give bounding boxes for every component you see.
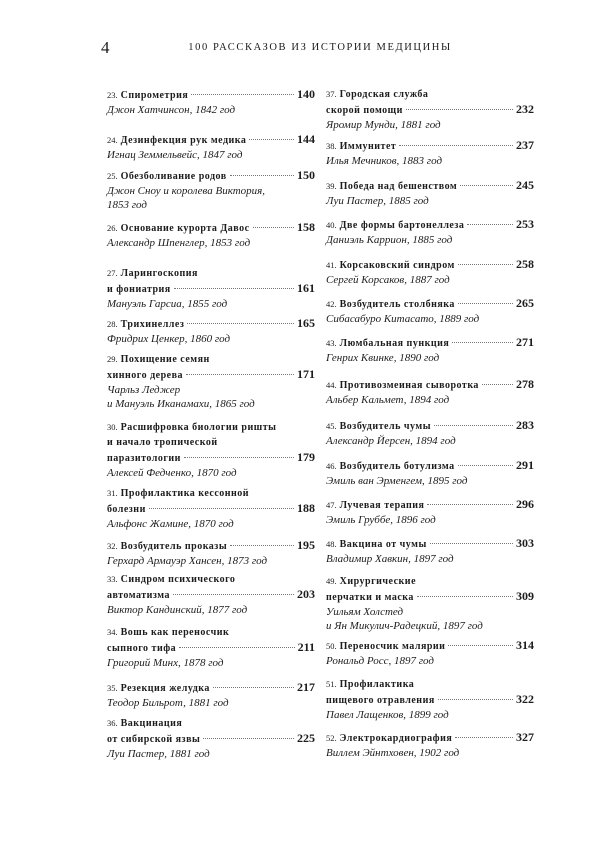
toc-entry-title <box>326 297 455 312</box>
toc-entry-author: Эмиль ван Эрменгем, 1895 год <box>326 475 468 487</box>
dot-leader <box>448 645 513 646</box>
toc-entry-author: Джон Хатчинсон, 1842 год <box>107 104 236 116</box>
toc-entry-page-number: 179 <box>297 450 315 464</box>
toc-entry-title-line <box>107 281 315 297</box>
toc-entry-title-text: Переносчик малярии <box>339 641 446 652</box>
toc-entry-title-line <box>326 536 534 552</box>
toc-entry-page-number: 283 <box>516 418 534 432</box>
toc-entry-title-text: Вакцинация <box>120 718 183 729</box>
toc-entry[interactable] <box>326 335 534 365</box>
toc-entry-title-text: Обезболивание родов <box>120 171 227 182</box>
toc-entry[interactable] <box>326 257 534 287</box>
toc-entry-title-line <box>326 730 534 746</box>
toc-entry-number: 23. <box>107 90 118 100</box>
toc-entry-title-text: Вошь как переносчик <box>120 627 230 638</box>
toc-entry-title-line <box>326 138 534 154</box>
toc-entry[interactable] <box>326 87 534 132</box>
toc-entry[interactable] <box>107 716 315 761</box>
dot-leader <box>406 109 513 110</box>
toc-entry-page-number: 203 <box>297 587 315 601</box>
toc-entry-author: Луи Пастер, 1885 год <box>326 195 429 207</box>
toc-entry-page-number: 237 <box>516 138 534 152</box>
toc-entry-title-text: Ларингоскопия <box>120 268 198 279</box>
toc-entry-page-number: 211 <box>297 640 315 654</box>
toc-entry-author: Альбер Кальмет, 1894 год <box>326 394 450 406</box>
toc-entry-title-text: от сибирской язвы <box>107 734 201 745</box>
toc-entry-title-line <box>107 367 315 383</box>
toc-entry-title-text: Возбудитель ботулизма <box>339 461 455 472</box>
toc-entry-author: Виктор Кандинский, 1877 год <box>107 604 248 616</box>
toc-entry-title-line <box>107 316 315 332</box>
toc-entry-title-line <box>326 692 534 708</box>
toc-entry-title <box>326 179 457 194</box>
toc-entry-title-text: Хирургические <box>339 576 417 587</box>
toc-entry-author: Теодор Бильрот, 1881 год <box>107 697 229 709</box>
toc-entry[interactable] <box>107 625 315 670</box>
toc-entry-author: Эмиль Груббе, 1896 год <box>326 514 436 526</box>
toc-entry[interactable] <box>326 377 534 407</box>
toc-entry-title-text: пищевого отравления <box>326 695 435 706</box>
toc-entry-author: Александр Шпенглер, 1853 год <box>107 237 251 249</box>
toc-entry[interactable] <box>107 220 315 250</box>
toc-entry-author: Генрих Квинке, 1890 год <box>326 352 440 364</box>
toc-entry-title-text: Электрокардиография <box>339 733 453 744</box>
toc-entry-title <box>326 336 449 351</box>
toc-entry-author: Чарльз Леджер <box>107 384 181 396</box>
toc-entry-number: 52. <box>326 733 337 743</box>
toc-entry-title <box>107 502 146 517</box>
toc-entry-title-line <box>326 574 534 589</box>
toc-entry-title-line <box>326 677 534 692</box>
toc-entry-title <box>326 693 435 708</box>
toc-entry-number: 48. <box>326 539 337 549</box>
toc-entry-title-line <box>326 178 534 194</box>
toc-entry-number: 49. <box>326 576 337 586</box>
toc-entry-title-line <box>107 538 315 554</box>
dot-leader <box>191 94 294 95</box>
toc-entry-title-line <box>107 420 315 435</box>
toc-entry-number: 46. <box>326 461 337 471</box>
toc-entry-title-line <box>326 296 534 312</box>
toc-entry-number: 33. <box>107 574 118 584</box>
toc-entry-title <box>107 626 229 638</box>
dot-leader <box>174 288 294 289</box>
toc-entry-title <box>107 169 227 184</box>
dot-leader <box>430 543 513 544</box>
toc-entry-title-text: перчатки и маска <box>326 592 414 603</box>
toc-entry-author: Луи Пастер, 1881 год <box>107 748 210 760</box>
toc-entry[interactable] <box>326 574 534 633</box>
toc-entry-title <box>326 639 445 654</box>
toc-entry[interactable] <box>107 266 315 311</box>
toc-entry-title-text: Городская служба <box>339 89 429 100</box>
toc-entry-title-text: Вакцина от чумы <box>339 539 427 550</box>
toc-entry-title <box>326 218 464 233</box>
toc-entry-page-number: 303 <box>516 536 534 550</box>
toc-entry-page-number: 253 <box>516 217 534 231</box>
toc-entry-page-number: 225 <box>297 731 315 745</box>
toc-entry-author: Виллем Эйнтховен, 1902 год <box>326 747 460 759</box>
toc-entry-page-number: 165 <box>297 316 315 330</box>
toc-entry-author: Игнац Земмельвейс, 1847 год <box>107 149 243 161</box>
toc-entry-number: 30. <box>107 422 118 432</box>
toc-entry[interactable] <box>107 486 315 531</box>
toc-entry-title-text: и начало тропической <box>107 437 218 448</box>
toc-entry-title-line <box>107 716 315 731</box>
running-head: 100 РАССКАЗОВ ИЗ ИСТОРИИ МЕДИЦИНЫ <box>188 42 452 53</box>
toc-entry-number: 26. <box>107 223 118 233</box>
toc-entry-title-line <box>326 458 534 474</box>
toc-entry[interactable] <box>326 217 534 247</box>
toc-entry-author: Илья Мечников, 1883 год <box>326 155 443 167</box>
toc-entry-title-text: Возбудитель проказы <box>120 541 228 552</box>
toc-entry-author: Рональд Росс, 1897 год <box>326 655 434 667</box>
toc-entry-title <box>107 88 188 103</box>
toc-entry[interactable] <box>107 352 315 411</box>
dot-leader <box>438 699 513 700</box>
toc-entry-author: Алексей Федченко, 1870 год <box>107 467 237 479</box>
toc-entry-page-number: 188 <box>297 501 315 515</box>
toc-entry-title <box>107 573 235 585</box>
toc-entry-title <box>107 317 184 332</box>
toc-entry-title <box>107 539 227 554</box>
dot-leader <box>482 384 513 385</box>
toc-entry[interactable] <box>326 138 534 168</box>
toc-entry-author: 1853 год <box>107 199 147 211</box>
toc-entry-number: 24. <box>107 135 118 145</box>
toc-entry-title-text: паразитологии <box>107 453 181 464</box>
toc-entry-author: Сергей Корсаков, 1887 год <box>326 274 450 286</box>
toc-entry-author: Сибасабуро Китасато, 1889 год <box>326 313 480 325</box>
dot-leader <box>253 227 294 228</box>
dot-leader <box>458 264 513 265</box>
toc-entry-page-number: 258 <box>516 257 534 271</box>
toc-entry-number: 44. <box>326 380 337 390</box>
toc-entry-page-number: 171 <box>297 367 315 381</box>
toc-entry-title-line <box>107 680 315 696</box>
dot-leader <box>187 323 294 324</box>
dot-leader <box>173 594 294 595</box>
toc-entry-title-line <box>326 638 534 654</box>
toc-entry-title <box>326 498 424 513</box>
toc-entry-title-text: Люмбальная пункция <box>339 338 450 349</box>
toc-entry-title-text: Синдром психического <box>120 574 236 585</box>
toc-entry-page-number: 245 <box>516 178 534 192</box>
dot-leader <box>458 303 513 304</box>
toc-entry-title-line <box>326 257 534 273</box>
toc-entry[interactable] <box>107 316 315 346</box>
toc-entry-author: Альфонс Жамине, 1870 год <box>107 518 234 530</box>
toc-entry[interactable] <box>326 296 534 326</box>
toc-entry-page-number: 217 <box>297 680 315 694</box>
toc-entry-title-text: Трихинеллез <box>120 319 185 330</box>
toc-entry-number: 37. <box>326 89 337 99</box>
toc-entry[interactable] <box>326 497 534 527</box>
toc-entry-number: 25. <box>107 171 118 181</box>
toc-entry-author: Александр Йерсен, 1894 год <box>326 435 456 447</box>
dot-leader <box>249 139 294 140</box>
toc-entry-title-text: скорой помощи <box>326 105 403 116</box>
toc-entry-title <box>107 282 171 297</box>
toc-entry-title-text: Две формы бартонеллеза <box>339 220 465 231</box>
toc-entry-title-text: Основание курорта Давос <box>120 223 250 234</box>
dot-leader <box>149 508 294 509</box>
dot-leader <box>179 647 295 648</box>
toc-entry-title <box>326 537 427 552</box>
toc-entry-number: 47. <box>326 500 337 510</box>
toc-entry-page-number: 150 <box>297 168 315 182</box>
toc-entry-title-text: Спирометрия <box>120 90 189 101</box>
toc-entry-title <box>107 436 218 448</box>
toc-entry-title-line <box>326 377 534 393</box>
toc-entry[interactable] <box>326 677 534 722</box>
toc-entry-title <box>107 641 176 656</box>
toc-entry-title-line <box>107 87 315 103</box>
toc-entry-title-line <box>107 731 315 747</box>
toc-entry-author: и Ян Микулич-Радецкий, 1897 год <box>326 620 483 632</box>
toc-entry-title-text: и фониатрия <box>107 284 171 295</box>
toc-entry-page-number: 161 <box>297 281 315 295</box>
toc-entry-title <box>107 732 200 747</box>
toc-entry-title-text: Резекция желудка <box>120 683 210 694</box>
toc-entry-title-text: Корсаковский синдром <box>339 260 455 271</box>
toc-entry-page-number: 291 <box>516 458 534 472</box>
toc-entry[interactable] <box>107 680 315 710</box>
toc-entry-title-line <box>326 589 534 605</box>
toc-entry-number: 38. <box>326 141 337 151</box>
toc-entry-author: Даниэль Каррион, 1885 год <box>326 234 453 246</box>
toc-entry-title <box>107 588 170 603</box>
toc-entry[interactable] <box>107 420 315 480</box>
toc-entry-title-text: хинного дерева <box>107 370 183 381</box>
dot-leader <box>399 145 513 146</box>
toc-entry-title <box>326 419 431 434</box>
toc-entry-title-line <box>107 450 315 466</box>
toc-entry-title <box>326 258 455 273</box>
toc-entry-title <box>326 678 414 690</box>
toc-entry-title-text: Дезинфекция рук медика <box>120 135 247 146</box>
dot-leader <box>230 175 294 176</box>
toc-entry-author: Фридрих Ценкер, 1860 год <box>107 333 231 345</box>
toc-entry-title-line <box>107 640 315 656</box>
toc-entry-title <box>326 575 416 587</box>
toc-entry-title-line <box>326 87 534 102</box>
toc-entry-page-number: 271 <box>516 335 534 349</box>
toc-entry-page-number: 158 <box>297 220 315 234</box>
dot-leader <box>427 504 513 505</box>
toc-entry-title-text: Лучевая терапия <box>339 500 425 511</box>
toc-entry-number: 43. <box>326 338 337 348</box>
toc-entry-title-line <box>107 501 315 517</box>
dot-leader <box>186 374 294 375</box>
toc-entry-author: Джон Сноу и королева Виктория, <box>107 185 266 197</box>
toc-entry-author: Григорий Минх, 1878 год <box>107 657 224 669</box>
toc-entry-title-text: автоматизма <box>107 590 171 601</box>
toc-entry-number: 40. <box>326 220 337 230</box>
toc-entry-title-line <box>326 102 534 118</box>
dot-leader <box>203 738 294 739</box>
toc-entry-title-text: Противозмеиная сыворотка <box>339 380 479 391</box>
toc-entry-title <box>107 681 210 696</box>
toc-entry-title-line <box>107 266 315 281</box>
dot-leader <box>467 224 513 225</box>
toc-entry-title-line <box>107 168 315 184</box>
dot-leader <box>455 737 513 738</box>
dot-leader <box>230 545 294 546</box>
toc-entry-page-number: 278 <box>516 377 534 391</box>
toc-entry-number: 50. <box>326 641 337 651</box>
toc-entry[interactable] <box>107 168 315 212</box>
toc-entry-title-text: Возбудитель столбняка <box>339 299 455 310</box>
toc-entry[interactable] <box>107 538 315 568</box>
toc-entry-title-line <box>107 435 315 450</box>
toc-entry[interactable] <box>326 638 534 668</box>
toc-entry-title <box>326 139 396 154</box>
toc-entry-title <box>107 368 183 383</box>
toc-entry-page-number: 144 <box>297 132 315 146</box>
toc-entry-title-text: Профилактика <box>339 679 415 690</box>
toc-entry-author: Уильям Холстед <box>326 606 404 618</box>
dot-leader <box>460 185 513 186</box>
toc-entry-number: 28. <box>107 319 118 329</box>
toc-entry-title-line <box>107 625 315 640</box>
toc-entry-title-text: Похищение семян <box>120 354 210 365</box>
toc-entry-title-text: Расшифровка биологии ришты <box>120 422 277 433</box>
toc-entry-page-number: 314 <box>516 638 534 652</box>
dot-leader <box>417 596 513 597</box>
toc-entry-title-line <box>326 418 534 434</box>
toc-entry-title-line <box>326 217 534 233</box>
toc-entry-title <box>107 267 198 279</box>
toc-entry-number: 35. <box>107 683 118 693</box>
toc-entry-number: 27. <box>107 268 118 278</box>
toc-entry-number: 42. <box>326 299 337 309</box>
toc-entry-title-line <box>107 220 315 236</box>
toc-entry-author: Мануэль Гарсиа, 1855 год <box>107 298 228 310</box>
toc-entry-number: 36. <box>107 718 118 728</box>
toc-entry-title <box>107 133 246 148</box>
toc-entry-title-text: Победа над бешенством <box>339 181 458 192</box>
toc-entry[interactable] <box>326 536 534 566</box>
toc-entry-title <box>326 103 403 118</box>
toc-entry-number: 29. <box>107 354 118 364</box>
toc-entry-page-number: 140 <box>297 87 315 101</box>
toc-entry-title <box>107 421 276 433</box>
toc-entry-number: 41. <box>326 260 337 270</box>
toc-entry-title <box>107 353 210 365</box>
toc-entry-page-number: 296 <box>516 497 534 511</box>
toc-entry-title-text: болезни <box>107 504 146 515</box>
toc-entry-page-number: 327 <box>516 730 534 744</box>
toc-entry-page-number: 309 <box>516 589 534 603</box>
toc-entry-title-text: сыпного тифа <box>107 643 177 654</box>
toc-entry-title-line <box>107 132 315 148</box>
dot-leader <box>184 457 294 458</box>
toc-entry[interactable] <box>326 730 534 760</box>
toc-entry-author: Герхард Армауэр Хансен, 1873 год <box>107 555 268 567</box>
toc-entry-author: Павел Лащенков, 1899 год <box>326 709 449 721</box>
toc-entry-title <box>326 378 479 393</box>
toc-entry-title <box>107 221 250 236</box>
toc-entry-page-number: 265 <box>516 296 534 310</box>
toc-entry-title-line <box>107 486 315 501</box>
page-number: 4 <box>101 38 110 57</box>
toc-entry[interactable] <box>107 132 315 162</box>
toc-entry-number: 32. <box>107 541 118 551</box>
toc-entry-number: 31. <box>107 488 118 498</box>
toc-entry[interactable] <box>107 572 315 617</box>
toc-entry-author: Яромир Мунди, 1881 год <box>326 119 441 131</box>
toc-entry-title-line <box>107 572 315 587</box>
toc-entry-title-text: Возбудитель чумы <box>339 421 431 432</box>
toc-entry-title-line <box>326 335 534 351</box>
toc-entry-title <box>326 590 414 605</box>
toc-entry-page-number: 322 <box>516 692 534 706</box>
toc-entry-number: 34. <box>107 627 118 637</box>
toc-entry-title-text: Профилактика кессонной <box>120 488 250 499</box>
toc-entry-number: 51. <box>326 679 337 689</box>
dot-leader <box>452 342 513 343</box>
toc-entry-title-text: Иммунитет <box>339 141 397 152</box>
toc-entry[interactable] <box>326 418 534 448</box>
toc-entry-page-number: 232 <box>516 102 534 116</box>
dot-leader <box>213 687 294 688</box>
toc-entry-title <box>326 88 428 100</box>
toc-entry[interactable] <box>326 458 534 488</box>
toc-entry-title-line <box>107 352 315 367</box>
toc-entry-page-number: 195 <box>297 538 315 552</box>
toc-entry-number: 39. <box>326 181 337 191</box>
toc-entry-title-line <box>107 587 315 603</box>
toc-entry-title <box>107 451 181 466</box>
toc-entry-author: Владимир Хавкин, 1897 год <box>326 553 454 565</box>
toc-entry-title <box>326 459 455 474</box>
dot-leader <box>434 425 513 426</box>
toc-entry-title <box>326 731 452 746</box>
toc-entry-title <box>107 487 249 499</box>
toc-entry-author: и Мануэль Иканамахи, 1865 год <box>107 398 255 410</box>
dot-leader <box>458 465 513 466</box>
toc-entry[interactable] <box>326 178 534 208</box>
toc-entry-title-line <box>326 497 534 513</box>
toc-entry[interactable] <box>107 87 315 117</box>
toc-entry-number: 45. <box>326 421 337 431</box>
toc-entry-title <box>107 717 182 729</box>
